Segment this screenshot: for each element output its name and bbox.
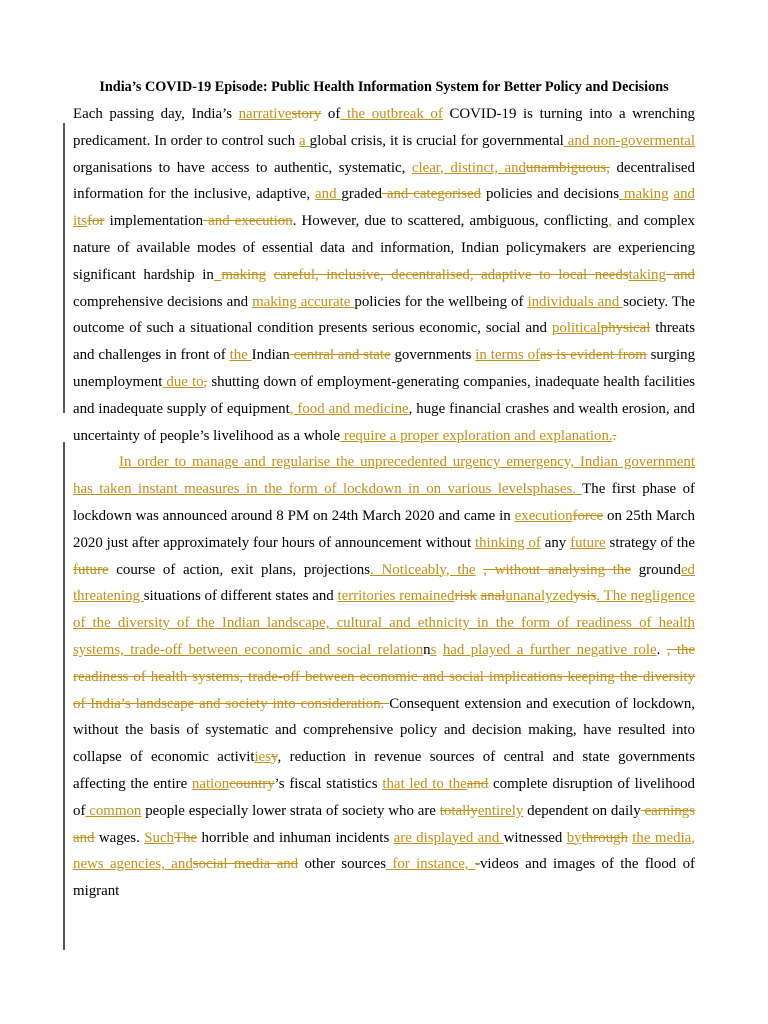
body-text: on 25th March 2020 just after approximately four hours of announcement without [73, 507, 695, 551]
body-text: horrible and inhuman incidents [197, 829, 394, 846]
inserted-text: clear, distinct, and [411, 159, 526, 176]
inserted-text: by [566, 829, 582, 846]
inserted-text: s [430, 641, 437, 658]
body-text: governments [390, 347, 476, 364]
body-text: COVID-19 is turning into a wrenching predicament. In order to control such [73, 106, 696, 149]
inserted-text: ies [254, 749, 272, 766]
body-text: implementation [104, 213, 204, 230]
inserted-text: territories remained [337, 588, 455, 605]
body-text: , huge financial crashes and wealth erosion, and uncertainty of people’s livelihood as a whole [73, 400, 696, 444]
body-text: global crisis, it is crucial for governmental [309, 132, 564, 149]
inserted-text: thinking of [474, 534, 541, 551]
body-text: The first phase of lockdown was announced around 8 PM on 24th March 2020 and came in [73, 481, 695, 524]
deleted-text: anal [480, 588, 506, 605]
body-text: . [656, 641, 667, 658]
inserted-text: unanalyzed [505, 588, 574, 605]
inserted-text: nation [191, 775, 230, 792]
inserted-text: that led to the [382, 775, 467, 792]
deleted-text: country [229, 775, 275, 792]
body-text: Each passing day, India’s [73, 106, 239, 122]
inserted-text: for instance, [386, 856, 475, 873]
deleted-text: y [271, 749, 278, 766]
inserted-text: . Noticeably, the [370, 561, 476, 578]
deleted-text: and execution [203, 213, 293, 230]
inserted-text: in terms of [475, 347, 541, 364]
body-text: n [423, 641, 431, 658]
body-text: shutting down of employment-generating companies, inadequate health facilities and inadequate supply of equipment [73, 373, 695, 417]
inserted-text: taking [628, 266, 666, 283]
deleted-text: , [203, 373, 208, 390]
change-bar [63, 442, 65, 950]
deleted-text: and [466, 775, 489, 792]
body-text: dependent on daily [523, 802, 641, 819]
inserted-text: In order to manage and regularise the unprecedented urgency emergency, Indian government has taken instant measures in the form of lockdown in on various levelsphases. [73, 454, 695, 498]
inserted-text: individuals and [527, 293, 624, 310]
deleted-text: and categorised [381, 186, 482, 203]
deleted-text: making [221, 266, 267, 283]
body-text: decentralised information for the inclusive, adaptive, [73, 159, 695, 203]
body-text: surging unemployment [73, 347, 696, 390]
deleted-text: ysis [573, 588, 597, 605]
inserted-text: . The negligence of the diversity of the Indian landscape, cultural and ethnicity in the form of readiness of health systems, trade-off between economic and social relation [73, 588, 695, 658]
body-text: people especially lower strata of society who are [141, 802, 440, 819]
body-text: Indian [251, 347, 290, 364]
body-text: situations of different states and [143, 588, 338, 605]
inserted-text: threatening [73, 588, 144, 605]
deleted-text: through [581, 829, 628, 846]
inserted-text: ed [680, 561, 695, 578]
deleted-text: story [291, 106, 322, 122]
body-text: ground [631, 561, 681, 578]
deleted-text: social media and [192, 856, 299, 873]
inserted-text: the [229, 347, 252, 364]
deleted-text: The [174, 829, 198, 846]
deleted-text: as is evident from [540, 347, 647, 364]
deleted-text: , the readiness of health systems, trade-off between economic and social implications keeping the diversity of India’s landscape and society into consideration. [73, 641, 696, 712]
body-text: society. The outcome of such a situational condition presents serious economic, social and [73, 293, 695, 337]
inserted-text: making [619, 186, 669, 203]
paragraph-2 [73, 449, 695, 905]
inserted-text: the media, news agencies, and [73, 829, 695, 873]
deleted-text: risk [454, 588, 477, 605]
body-text: Consequent extension and execution of lockdown, without the basis of systematic and comprehensive policy and decision making, have resulted into collapse of economic activit [73, 695, 695, 766]
inserted-text: Such [144, 829, 175, 846]
inserted-text: are displayed and [393, 829, 504, 846]
body-text: course of action, exit plans, projections [108, 561, 371, 578]
body-text: threats and challenges in front of [73, 320, 695, 364]
body-text: videos and images of the flood of migrant [73, 856, 696, 900]
inserted-text: and non-govermental [563, 132, 695, 149]
inserted-text: , [608, 213, 612, 230]
body-text [266, 267, 274, 283]
body-text: . However, due to scattered, ambiguous, conflicting [292, 213, 609, 230]
deleted-text: - [474, 856, 480, 873]
body-text: organisations to have access to authentic, systematic, [73, 159, 412, 176]
deleted-text: central and state [289, 347, 391, 364]
body-text: policies and decisions [481, 186, 619, 203]
deleted-text: . [612, 427, 617, 444]
deleted-text: , without analysing the [483, 561, 631, 578]
deleted-text: and [665, 266, 695, 283]
body-text: of [321, 106, 341, 122]
body-text: complete disruption of livelihood of [73, 775, 695, 819]
body-text: any [540, 534, 571, 551]
inserted-text: making accurate [252, 293, 355, 310]
inserted-text: common [85, 802, 142, 819]
deleted-text: careful, inclusive, decentralised, adaptive to local needs [273, 266, 629, 283]
inserted-text: and its [73, 186, 695, 230]
body-text: policies for the wellbeing of [354, 293, 528, 310]
inserted-text: the outbreak of [340, 106, 443, 122]
inserted-text: future [570, 534, 606, 551]
change-bar [63, 123, 65, 413]
inserted-text: a [299, 132, 310, 149]
deleted-text: for [87, 213, 105, 230]
inserted-text: execution [514, 507, 573, 524]
body-text: wages. [94, 829, 145, 846]
inserted-text: had played a further negative role [442, 641, 657, 658]
inserted-text: , food and medicine [289, 400, 409, 417]
document-title: India’s COVID-19 Episode: Public Health Information System for Better Policy and Decisions [99, 79, 669, 95]
deleted-text: totally [439, 802, 478, 819]
paragraph-1 [73, 101, 695, 449]
deleted-text: earnings and [73, 802, 695, 846]
body-text: witnessed [503, 829, 567, 846]
deleted-text: unambiguous, [525, 159, 610, 176]
deleted-text: physical [600, 320, 651, 337]
deleted-text: force [572, 507, 604, 524]
inserted-text: narrative [238, 106, 292, 122]
document-page [73, 74, 695, 905]
inserted-text: require a proper exploration and explanation. [340, 427, 613, 444]
body-text: other sources [298, 856, 387, 873]
inserted-text: and [315, 186, 342, 203]
inserted-text: political [551, 320, 601, 337]
body-text: graded [341, 186, 382, 203]
body-text: and complex nature of available modes of essential data and information, Indian policymakers are experiencing significant hardship in [73, 213, 695, 283]
body-text: comprehensive decisions and [73, 293, 253, 310]
body-text: ’s fiscal statistics [274, 775, 383, 792]
deleted-text: future [73, 561, 109, 578]
inserted-text: due to [162, 373, 204, 390]
body-text: strategy of the [605, 534, 695, 551]
inserted-text: entirely [477, 802, 524, 819]
body-text: , reduction in revenue sources of central and state governments affecting the entire [73, 749, 695, 792]
